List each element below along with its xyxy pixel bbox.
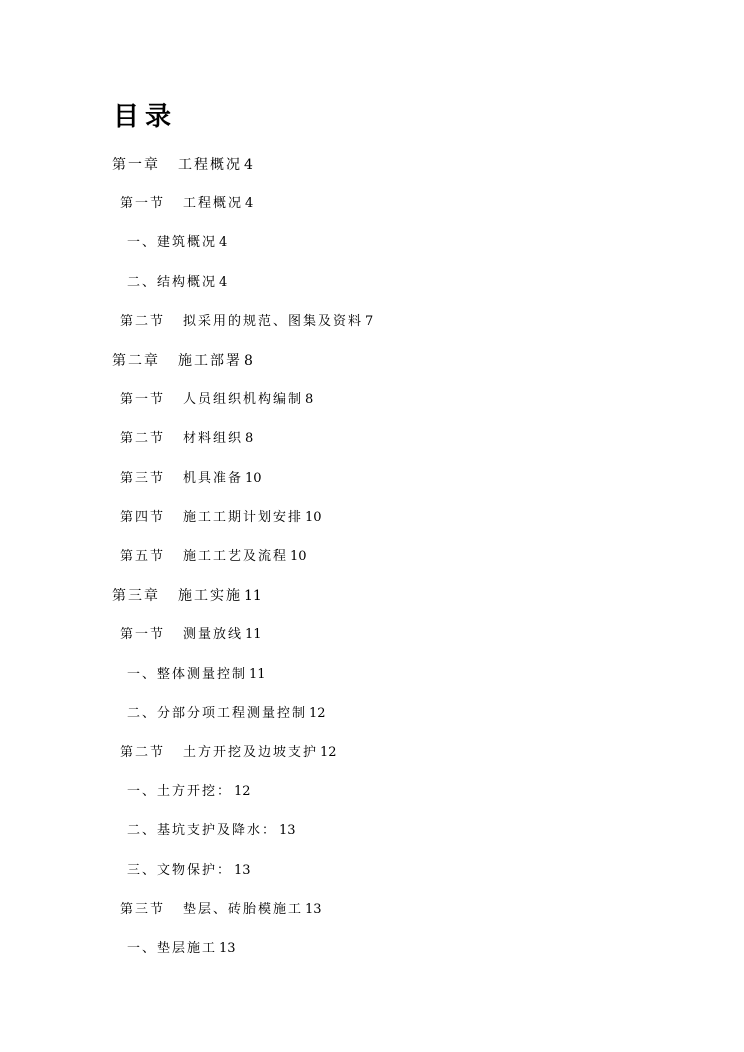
toc-page-number: 4 [245, 196, 254, 211]
toc-entry-text: 人员组织机构编制 [183, 392, 304, 407]
toc-page-number: 13 [234, 863, 251, 878]
toc-page-number: 12 [320, 745, 337, 760]
toc-entry-text: 三、文物保护： [127, 863, 233, 878]
toc-page-number: 8 [305, 392, 314, 407]
toc-page-number: 13 [219, 941, 236, 956]
toc-entry-text: 施工实施 [178, 588, 242, 604]
toc-entry-number: 第二节 [120, 314, 166, 329]
toc-page-number: 7 [365, 314, 374, 329]
toc-entry-number: 第一节 [120, 392, 166, 407]
toc-page-number: 4 [219, 275, 228, 290]
toc-entry-text: 二、基坑支护及降水： [127, 823, 278, 838]
toc-page-number: 12 [309, 706, 326, 721]
toc-entry-text: 一、土方开挖： [127, 784, 233, 799]
toc-entry-number: 第二节 [120, 431, 166, 446]
toc-subsection-entry[interactable] [127, 783, 251, 801]
toc-page-number: 11 [244, 588, 262, 604]
toc-entry-text: 土方开挖及边坡支护 [183, 745, 319, 760]
toc-entry-text: 一、建筑概况 [127, 235, 218, 250]
toc-section-entry[interactable] [120, 470, 262, 488]
toc-entry-number: 第五节 [120, 549, 166, 564]
toc-entry-text: 材料组织 [183, 431, 244, 446]
toc-page-number: 8 [245, 431, 254, 446]
toc-chapter-entry[interactable] [112, 587, 262, 605]
toc-subsection-entry[interactable] [127, 274, 227, 292]
toc-entry-text: 一、垫层施工 [127, 941, 218, 956]
toc-subsection-entry[interactable] [127, 234, 227, 252]
toc-entry-text: 工程概况 [183, 196, 244, 211]
toc-entry-number: 第二章 [112, 353, 160, 369]
toc-page-number: 11 [245, 627, 262, 642]
toc-chapter-entry[interactable] [112, 352, 253, 370]
toc-page-number: 13 [305, 902, 322, 917]
toc-entry-number: 第三章 [112, 588, 160, 604]
toc-section-entry[interactable] [120, 509, 322, 527]
toc-section-entry[interactable] [120, 626, 262, 644]
toc-section-entry[interactable] [120, 430, 253, 448]
toc-section-entry[interactable] [120, 195, 253, 213]
toc-subsection-entry[interactable] [127, 822, 296, 840]
toc-subsection-entry[interactable] [127, 862, 251, 880]
toc-section-entry[interactable] [120, 313, 373, 331]
toc-section-entry[interactable] [120, 548, 307, 566]
toc-entry-number: 第三节 [120, 471, 166, 486]
toc-entry-number: 第二节 [120, 745, 166, 760]
toc-page-number: 12 [234, 784, 251, 799]
toc-entry-text: 施工部署 [178, 353, 242, 369]
toc-page-number: 4 [219, 235, 228, 250]
toc-entry-text: 一、整体测量控制 [127, 667, 248, 682]
toc-entry-text: 二、分部分项工程测量控制 [127, 706, 308, 721]
toc-page-number: 11 [249, 667, 266, 682]
toc-entry-number: 第三节 [120, 902, 166, 917]
toc-entry-text: 机具准备 [183, 471, 244, 486]
toc-page-number: 10 [305, 510, 322, 525]
toc-entry-text: 测量放线 [183, 627, 244, 642]
toc-section-entry[interactable] [120, 391, 313, 409]
toc-page-number: 10 [245, 471, 262, 486]
toc-entry-number: 第一章 [112, 157, 160, 173]
toc-page-number: 10 [290, 549, 307, 564]
toc-entry-number: 第一节 [120, 627, 166, 642]
toc-entry-text: 工程概况 [178, 157, 242, 173]
toc-page-number: 4 [244, 157, 253, 173]
toc-entry-text: 施工工艺及流程 [183, 549, 289, 564]
toc-page-number: 8 [244, 353, 253, 369]
toc-subsection-entry[interactable] [127, 940, 236, 958]
toc-section-entry[interactable] [120, 901, 322, 919]
toc-entry-number: 第一节 [120, 196, 166, 211]
toc-subsection-entry[interactable] [127, 705, 326, 723]
toc-subsection-entry[interactable] [127, 666, 266, 684]
toc-entry-number: 第四节 [120, 510, 166, 525]
toc-page-number: 13 [279, 823, 296, 838]
toc-entry-text: 拟采用的规范、图集及资料 [183, 314, 364, 329]
toc-entry-text: 垫层、砖胎模施工 [183, 902, 304, 917]
toc-section-entry[interactable] [120, 744, 337, 762]
toc-entry-text: 施工工期计划安排 [183, 510, 304, 525]
toc-title: 目录 [113, 102, 178, 132]
toc-entry-text: 二、结构概况 [127, 275, 218, 290]
toc-chapter-entry[interactable] [112, 156, 253, 174]
